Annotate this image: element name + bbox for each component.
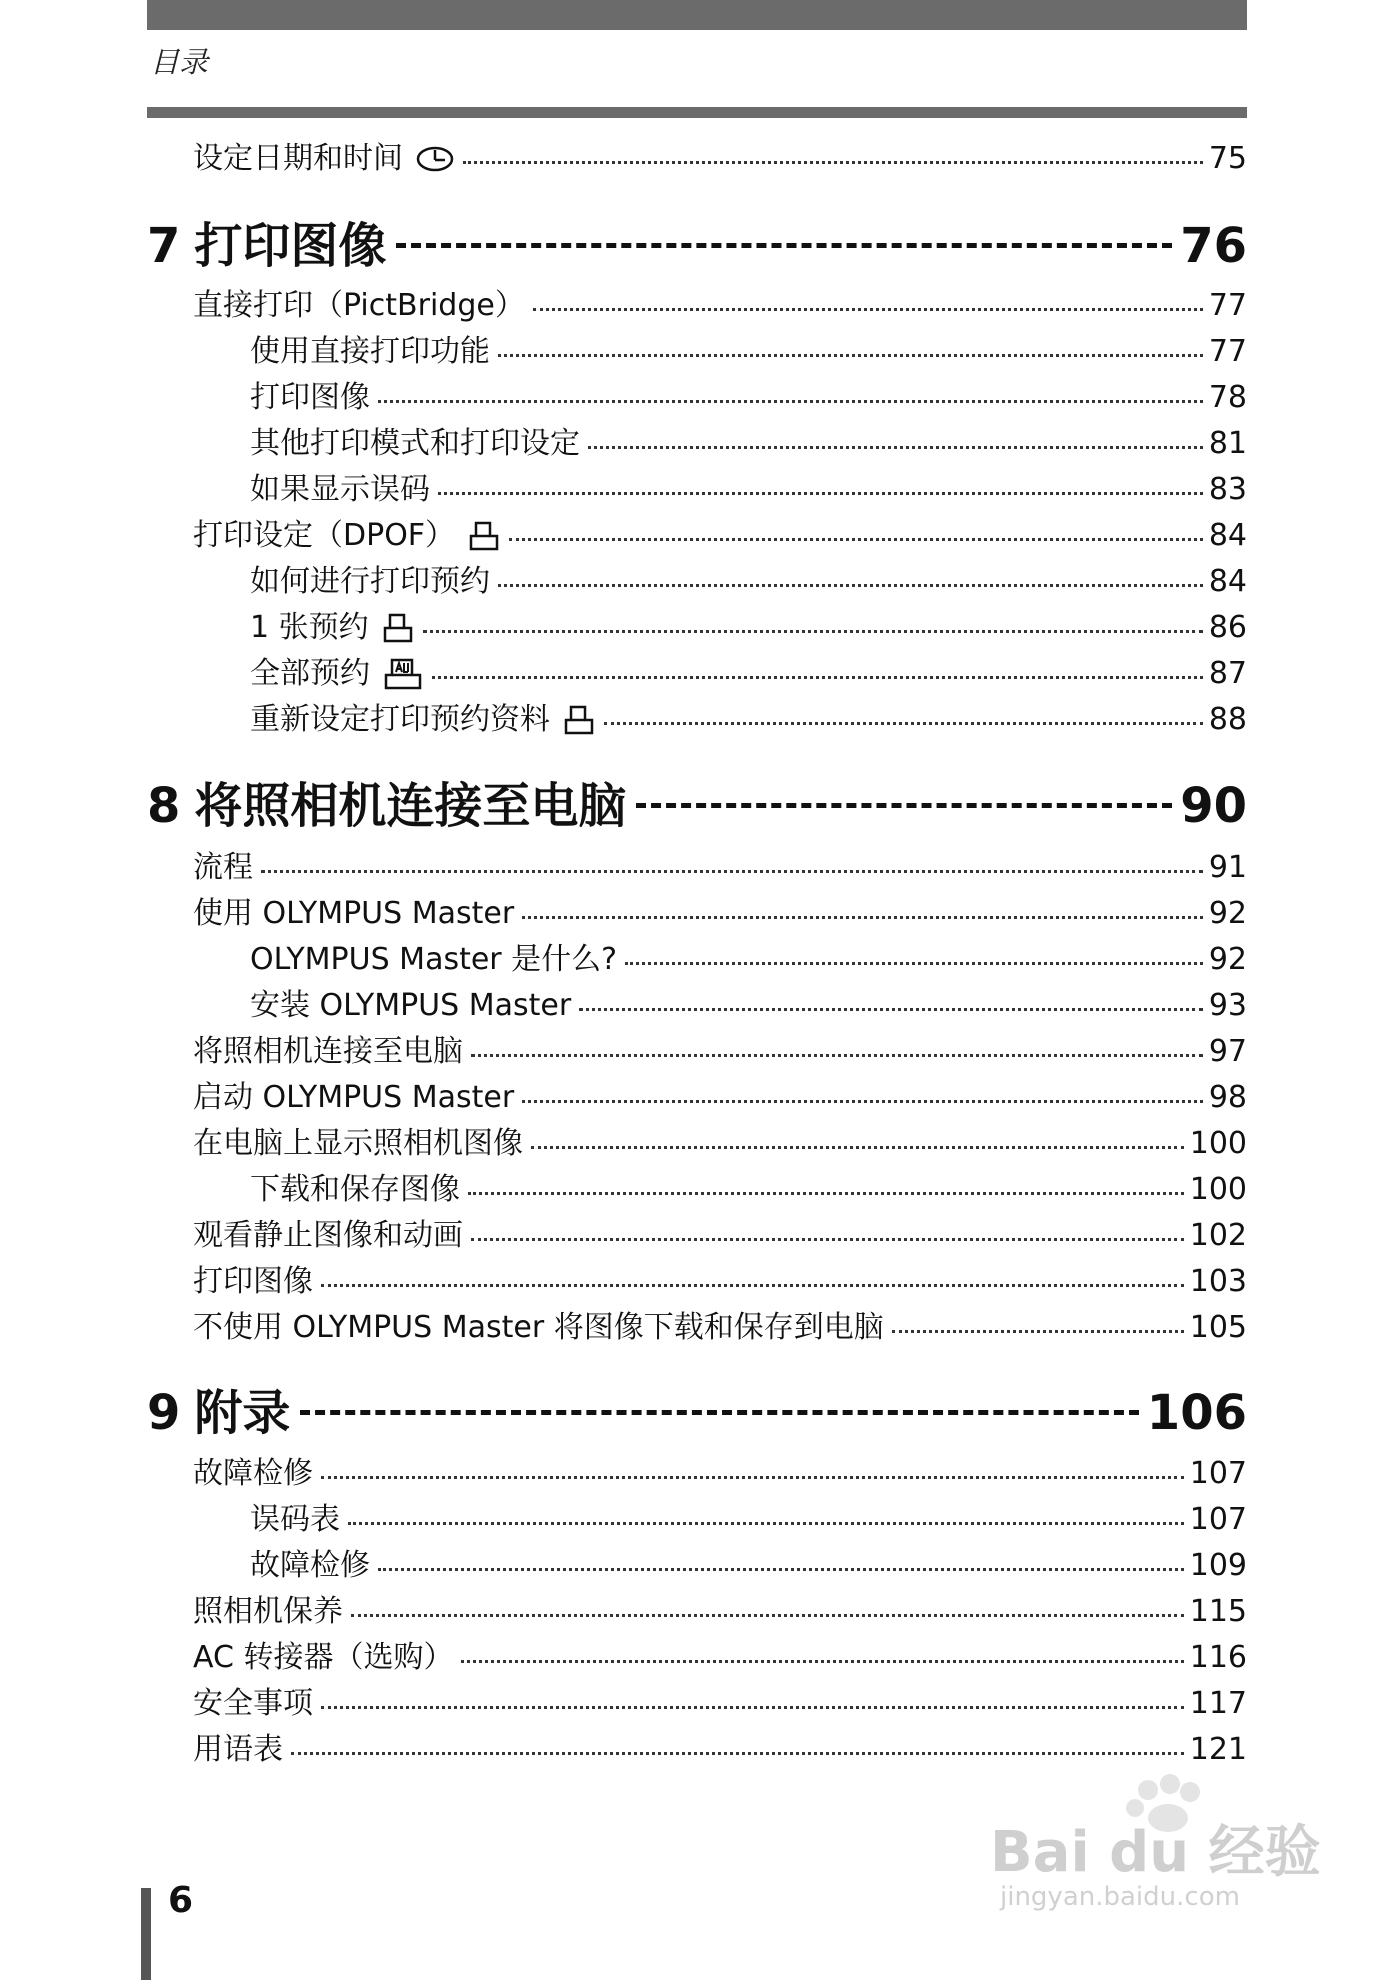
dot-leader xyxy=(522,915,1203,919)
toc-page-number: 87 xyxy=(1208,656,1247,691)
chapter-page-number: 106 xyxy=(1146,1385,1247,1441)
watermark-brand: Bai du 经验 xyxy=(990,1820,1321,1885)
toc-entry-date-time[interactable] xyxy=(193,139,1247,179)
toc-page-number: 102 xyxy=(1189,1218,1247,1253)
toc-entry-label: 如果显示误码 xyxy=(250,472,430,507)
toc-entry-label: 1 张预约 xyxy=(250,610,369,645)
toc-page-number: 107 xyxy=(1189,1456,1247,1491)
print-order-icon xyxy=(562,704,596,736)
chapter-number: 8 xyxy=(147,778,181,834)
toc-entry[interactable] xyxy=(193,1032,1247,1072)
print-order-icon xyxy=(467,520,501,552)
print-all-icon xyxy=(382,657,424,691)
chapter-page-number: 76 xyxy=(1180,218,1247,274)
toc-entry-label: 在电脑上显示照相机图像 xyxy=(193,1126,523,1161)
toc-entry-label: 观看静止图像和动画 xyxy=(193,1218,463,1253)
header-bar xyxy=(147,0,1247,30)
toc-entry[interactable] xyxy=(193,1078,1247,1118)
dot-leader xyxy=(291,1751,1184,1755)
chapter-title: 附录 xyxy=(194,1385,291,1441)
toc-entry[interactable] xyxy=(193,286,1247,326)
toc-page-number: 88 xyxy=(1208,702,1247,737)
page-number: 6 xyxy=(168,1880,194,1921)
toc-entry-label: 故障检修 xyxy=(250,1548,370,1583)
toc-page-number: 93 xyxy=(1208,988,1247,1023)
dot-leader xyxy=(432,675,1203,679)
toc-page-number: 75 xyxy=(1208,141,1247,176)
footer-bar xyxy=(141,1888,151,1980)
dash-leader xyxy=(396,243,1172,248)
header-title: 目录 xyxy=(150,45,209,79)
dot-leader xyxy=(378,1567,1184,1571)
dot-leader xyxy=(509,537,1203,541)
dot-leader xyxy=(351,1613,1184,1617)
toc-entry[interactable] xyxy=(193,1730,1247,1770)
toc-entry-label: 启动 OLYMPUS Master xyxy=(193,1080,515,1115)
toc-entry-label: 使用直接打印功能 xyxy=(250,334,490,369)
toc-entry-label: 安全事项 xyxy=(193,1686,313,1721)
toc-page-number: 91 xyxy=(1208,850,1247,885)
toc-entry[interactable] xyxy=(193,894,1247,934)
toc-page-number: 84 xyxy=(1208,518,1247,553)
toc-entry-label: 故障检修 xyxy=(193,1456,313,1491)
toc-page-number: 121 xyxy=(1189,1732,1247,1767)
chapter-title: 将照相机连接至电脑 xyxy=(194,778,627,834)
toc-entry-label: 设定日期和时间 xyxy=(193,141,403,176)
toc-entry-label: 照相机保养 xyxy=(193,1594,343,1629)
toc-entry[interactable] xyxy=(193,1592,1247,1632)
toc-page-number: 98 xyxy=(1208,1080,1247,1115)
toc-page-number: 86 xyxy=(1208,610,1247,645)
toc-page-number: 77 xyxy=(1208,288,1247,323)
dot-leader xyxy=(471,1237,1184,1241)
dot-leader xyxy=(588,445,1203,449)
toc-subentry[interactable] xyxy=(250,562,1247,602)
chapter-9-heading[interactable] xyxy=(147,1385,1247,1441)
clock-icon xyxy=(415,146,455,172)
toc-entry[interactable] xyxy=(193,1454,1247,1494)
toc-subentry[interactable] xyxy=(250,378,1247,418)
toc-page-number: 84 xyxy=(1208,564,1247,599)
chapter-number: 9 xyxy=(147,1385,181,1441)
dot-leader xyxy=(522,1099,1203,1103)
toc-entry-label: 如何进行打印预约 xyxy=(250,564,490,599)
toc-subentry[interactable] xyxy=(250,424,1247,464)
toc-entry[interactable] xyxy=(193,1124,1247,1164)
dot-leader xyxy=(423,629,1203,633)
toc-page-number: 109 xyxy=(1189,1548,1247,1583)
toc-subentry[interactable] xyxy=(250,700,1247,740)
toc-entry-label: 打印设定（DPOF） xyxy=(193,518,456,553)
dot-leader xyxy=(471,1053,1203,1057)
toc-page-number: 103 xyxy=(1189,1264,1247,1299)
toc-entry-label: 直接打印（PictBridge） xyxy=(193,288,525,323)
toc-entry-label: 下载和保存图像 xyxy=(250,1172,460,1207)
dot-leader xyxy=(438,491,1203,495)
toc-page-number: 115 xyxy=(1189,1594,1247,1629)
toc-entry-label: 安装 OLYMPUS Master xyxy=(250,988,572,1023)
dot-leader xyxy=(533,307,1203,311)
dash-leader xyxy=(300,1410,1138,1415)
toc-page-number: 107 xyxy=(1189,1502,1247,1537)
toc-subentry[interactable] xyxy=(250,986,1247,1026)
dot-leader xyxy=(625,961,1203,965)
toc-entry-label: AC 转接器（选购） xyxy=(193,1640,454,1675)
dot-leader xyxy=(321,1705,1184,1709)
chapter-8-heading[interactable] xyxy=(147,778,1247,834)
toc-page-number: 117 xyxy=(1189,1686,1247,1721)
toc-subentry[interactable] xyxy=(250,1170,1247,1210)
toc-entry[interactable] xyxy=(193,1216,1247,1256)
toc-entry-label: 将照相机连接至电脑 xyxy=(193,1034,463,1069)
dot-leader xyxy=(463,160,1203,164)
toc-subentry[interactable] xyxy=(250,1500,1247,1540)
toc-entry[interactable] xyxy=(193,1308,1247,1348)
toc-entry-label: 用语表 xyxy=(193,1732,283,1767)
toc-page-number: 78 xyxy=(1208,380,1247,415)
dot-leader xyxy=(348,1521,1184,1525)
header-rule xyxy=(147,107,1247,118)
toc-entry-label: 不使用 OLYMPUS Master 将图像下载和保存到电脑 xyxy=(193,1310,884,1345)
toc-entry-label: 误码表 xyxy=(250,1502,340,1537)
dot-leader xyxy=(892,1329,1184,1333)
toc-subentry[interactable] xyxy=(250,654,1247,694)
dot-leader xyxy=(321,1283,1184,1287)
dot-leader xyxy=(461,1659,1183,1663)
toc-entry-label: 流程 xyxy=(193,850,253,885)
toc-entry-label: 使用 OLYMPUS Master xyxy=(193,896,515,931)
dash-leader xyxy=(636,803,1172,808)
toc-subentry[interactable] xyxy=(250,332,1247,372)
dot-leader xyxy=(498,583,1203,587)
toc-entry-label: OLYMPUS Master 是什么? xyxy=(250,942,618,977)
chapter-page-number: 90 xyxy=(1180,778,1247,834)
toc-subentry[interactable] xyxy=(250,940,1247,980)
chapter-number: 7 xyxy=(147,218,181,274)
toc-page-number: 100 xyxy=(1189,1126,1247,1161)
toc-page-number: 105 xyxy=(1189,1310,1247,1345)
toc-page-number: 116 xyxy=(1189,1640,1247,1675)
toc-entry-label: 打印图像 xyxy=(193,1264,313,1299)
toc-page-number: 81 xyxy=(1208,426,1247,461)
toc-page-number: 100 xyxy=(1189,1172,1247,1207)
toc-entry-label: 打印图像 xyxy=(250,380,370,415)
toc-subentry[interactable] xyxy=(250,608,1247,648)
toc-page-number: 92 xyxy=(1208,896,1247,931)
chapter-7-heading[interactable] xyxy=(147,218,1247,274)
toc-page-number: 77 xyxy=(1208,334,1247,369)
dot-leader xyxy=(579,1007,1203,1011)
dot-leader xyxy=(604,721,1203,725)
toc-entry-label: 全部预约 xyxy=(250,656,370,691)
toc-entry-label: 重新设定打印预约资料 xyxy=(250,702,550,737)
toc-entry[interactable] xyxy=(193,1262,1247,1302)
toc-entry[interactable] xyxy=(193,848,1247,888)
chapter-title: 打印图像 xyxy=(194,218,387,274)
toc-subentry[interactable] xyxy=(250,1546,1247,1586)
dot-leader xyxy=(468,1191,1184,1195)
toc-subentry[interactable] xyxy=(250,470,1247,510)
toc-entry[interactable] xyxy=(193,516,1247,556)
print-order-icon xyxy=(381,612,415,644)
toc-page-number: 83 xyxy=(1208,472,1247,507)
dot-leader xyxy=(321,1475,1184,1479)
watermark-url: jingyan.baidu.com xyxy=(1000,1882,1240,1912)
dot-leader xyxy=(261,869,1203,873)
toc-entry[interactable] xyxy=(193,1638,1247,1678)
toc-page-number: 92 xyxy=(1208,942,1247,977)
dot-leader xyxy=(498,353,1203,357)
toc-page-number: 97 xyxy=(1208,1034,1247,1069)
toc-entry-label: 其他打印模式和打印设定 xyxy=(250,426,580,461)
dot-leader xyxy=(378,399,1203,403)
dot-leader xyxy=(531,1145,1184,1149)
toc-entry[interactable] xyxy=(193,1684,1247,1724)
